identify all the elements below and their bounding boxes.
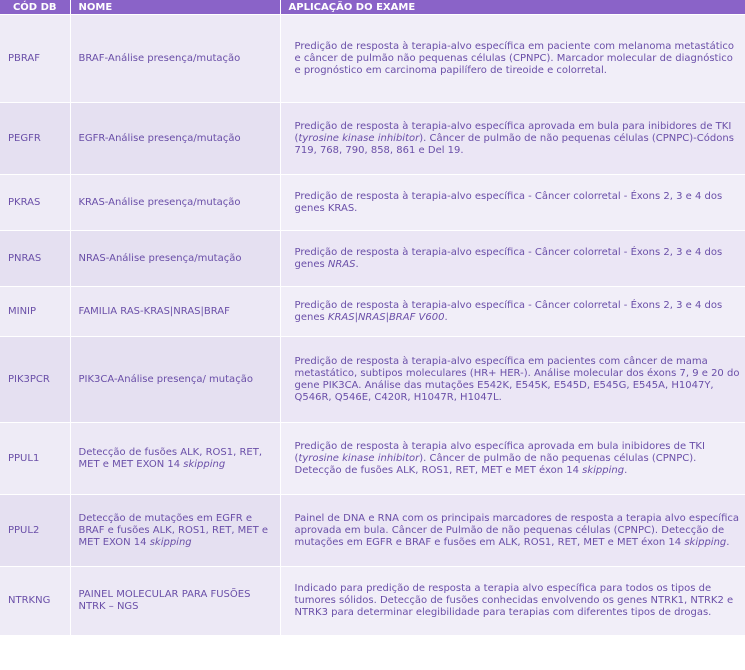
- cell-name: [70, 495, 280, 567]
- cell-code: PNRAS: [0, 231, 70, 287]
- cell-name: [70, 567, 280, 635]
- cell-name: [70, 175, 280, 231]
- cell-code: NTRKNG: [0, 567, 70, 635]
- text-segment: Indicado para predição de resposta a terapia alvo específica para todos os tipos de tumores sólidos. Detecção de fusões conhecidas envolvendo os genes NTRK1, NTRK2 e NTRK3 para determinar elegibilidade para terapias com diferentes tipos de drogas.: [294, 582, 734, 618]
- text-segment: Predição de resposta à terapia-alvo específica aprovada em bula para inibidores de TKI (: [294, 120, 732, 144]
- header-code: CÓD DB: [0, 0, 70, 15]
- text-segment: Predição de resposta à terapia-alvo específica em paciente com melanoma metastático e câncer de pulmão não pequenas células (CPNPC). Marcador molecular de diagnóstico e prognóstico em carcinoma papilífero de tireoide e colorretal.: [294, 40, 735, 76]
- header-row: [0, 0, 745, 15]
- cell-code: PPUL2: [0, 495, 70, 567]
- table-row: [0, 495, 745, 567]
- cell-code: PPUL1: [0, 423, 70, 495]
- header-name: NOME: [70, 0, 280, 15]
- table-row: [0, 103, 745, 175]
- text-segment: skipping: [582, 464, 625, 476]
- text-segment: .: [624, 464, 628, 476]
- cell-name: [70, 287, 280, 337]
- text-segment: NRAS-Análise presença/mutação: [78, 252, 242, 264]
- cell-code: PIK3PCR: [0, 337, 70, 423]
- text-segment: EGFR-Análise presença/mutação: [78, 132, 241, 144]
- text-segment: tyrosine kinase inhibitor: [298, 132, 420, 144]
- text-segment: FAMILIA RAS-KRAS|NRAS|BRAF: [78, 305, 230, 317]
- cell-application: [280, 423, 745, 495]
- cell-code: PKRAS: [0, 175, 70, 231]
- text-segment: .: [444, 311, 448, 323]
- cell-application: [280, 495, 745, 567]
- text-segment: ). Câncer de pulmão de não pequenas células (CPNPC)-Códons 719, 768, 790, 858, 861 e Del 19.: [294, 132, 734, 156]
- text-segment: Predição de resposta à terapia-alvo específica - Câncer colorretal - Éxons 2, 3 e 4 dos genes: [294, 299, 723, 323]
- text-segment: Painel de DNA e RNA com os principais marcadores de resposta a terapia alvo específica aprovada em bula. Câncer de Pulmão de não pequenas células (CPNPC). Detecção de mutações em EGFR e BRAF e fusões em ALK, ROS1, RET, MET e MET éxon 14: [294, 512, 739, 548]
- table-row: [0, 423, 745, 495]
- text-segment: skipping: [149, 536, 192, 548]
- text-segment: ). Câncer de pulmão de não pequenas células (CPNPC). Detecção de fusões ALK, ROS1, RET, MET e MET éxon 14: [294, 452, 697, 476]
- text-segment: PAINEL MOLECULAR PARA FUSÕES NTRK – NGS: [78, 588, 251, 612]
- text-segment: Predição de resposta à terapia alvo específica aprovada em bula inibidores de TKI (: [294, 440, 705, 464]
- cell-application: [280, 103, 745, 175]
- text-segment: skipping: [183, 458, 226, 470]
- text-segment: Predição de resposta à terapia-alvo específica em pacientes com câncer de mama metastático, subtipos moleculares (HR+ HER-). Análise molecular dos éxons 7, 9 e 20 do gene PIK3CA. Análise das mutações E542K, E545K, E545D, E545G, E545A, H1047Y, Q546R, Q546E, C420R, H1047R, H1047L.: [294, 355, 740, 403]
- cell-application: [280, 337, 745, 423]
- cell-name: [70, 15, 280, 103]
- text-segment: PIK3CA-Análise presença/ mutação: [78, 373, 253, 385]
- table-row: [0, 15, 745, 103]
- cell-application: [280, 15, 745, 103]
- text-segment: tyrosine kinase inhibitor: [298, 452, 420, 464]
- table-row: [0, 337, 745, 423]
- cell-application: [280, 231, 745, 287]
- cell-name: [70, 231, 280, 287]
- table-row: [0, 567, 745, 635]
- cell-application: [280, 567, 745, 635]
- table-row: [0, 287, 745, 337]
- cell-name: [70, 337, 280, 423]
- cell-code: PBRAF: [0, 15, 70, 103]
- text-segment: Predição de resposta à terapia-alvo específica - Câncer colorretal - Éxons 2, 3 e 4 dos genes: [294, 246, 723, 270]
- text-segment: Detecção de fusões ALK, ROS1, RET, MET e MET EXON 14: [78, 446, 263, 470]
- table-row: [0, 231, 745, 287]
- table-row: [0, 175, 745, 231]
- text-segment: KRAS-Análise presença/mutação: [78, 196, 241, 208]
- cell-name: [70, 423, 280, 495]
- cell-application: [280, 287, 745, 337]
- text-segment: Predição de resposta à terapia-alvo específica - Câncer colorretal - Éxons 2, 3 e 4 dos genes KRAS.: [294, 190, 723, 214]
- cell-application: [280, 175, 745, 231]
- text-segment: NRAS: [327, 258, 356, 270]
- cell-name: [70, 103, 280, 175]
- text-segment: Detecção de mutações em EGFR e BRAF e fusões ALK, ROS1, RET, MET e MET EXON 14: [78, 512, 269, 548]
- text-segment: KRAS|NRAS|BRAF V600: [327, 311, 445, 323]
- cell-code: MINIP: [0, 287, 70, 337]
- text-segment: .: [726, 536, 730, 548]
- text-segment: skipping: [684, 536, 727, 548]
- text-segment: .: [355, 258, 359, 270]
- header-application: APLICAÇÃO DO EXAME: [280, 0, 745, 15]
- cell-code: PEGFR: [0, 103, 70, 175]
- text-segment: BRAF-Análise presença/mutação: [78, 52, 241, 64]
